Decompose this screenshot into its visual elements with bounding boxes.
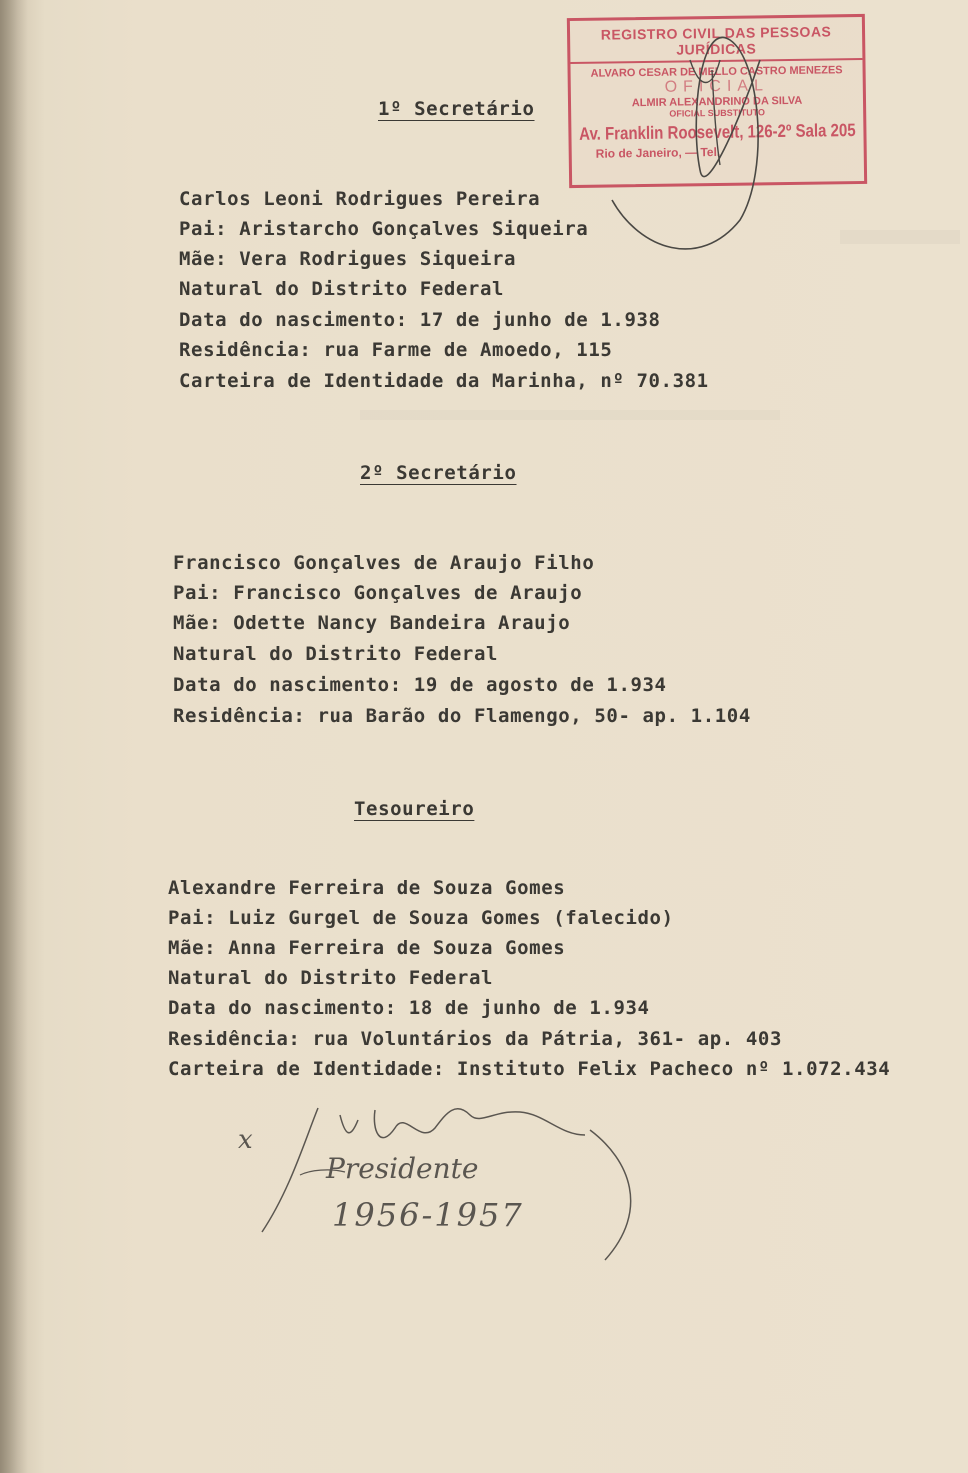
text-line: Natural do Distrito Federal — [179, 278, 505, 300]
signature-years: 1956-1957 — [332, 1196, 524, 1234]
show-through-block — [360, 410, 780, 446]
section-heading-2: 2º Secretário — [360, 462, 517, 484]
text-line: Data do nascimento: 17 de junho de 1.938 — [179, 309, 661, 331]
stamp-officer-role: OFICIAL — [664, 77, 770, 96]
text-line: Mãe: Vera Rodrigues Siqueira — [179, 248, 517, 270]
text-line: Data do nascimento: 18 de junho de 1.934 — [168, 997, 650, 1019]
text-line: Carteira de Identidade da Marinha, nº 70.381 — [179, 370, 709, 392]
section-heading-1: 1º Secretário — [378, 98, 535, 120]
stamp-address: Av. Franklin Roosevelt, 126-2º Sala 205 — [579, 120, 856, 145]
text-line: Residência: rua Voluntários da Pátria, 361- ap. 403 — [168, 1028, 782, 1050]
text-line: Residência: rua Barão do Flamengo, 50- ap. 1.104 — [173, 705, 751, 727]
binding-shadow — [0, 0, 28, 1473]
notary-stamp — [567, 14, 867, 188]
section-heading-3: Tesoureiro — [354, 798, 475, 820]
text-line: Carlos Leoni Rodrigues Pereira — [179, 188, 541, 210]
show-through-block — [840, 230, 960, 324]
stamp-city: Rio de Janeiro, — Tel. — [595, 144, 721, 161]
text-line: Data do nascimento: 19 de agosto de 1.934 — [173, 674, 667, 696]
text-line: Pai: Aristarcho Gonçalves Siqueira — [179, 218, 589, 240]
text-line: Pai: Luiz Gurgel de Souza Gomes (falecido) — [168, 907, 674, 929]
stamp-substitute: ALMIR ALEXANDRINO DA SILVA — [631, 94, 803, 110]
text-line: Mãe: Anna Ferreira de Souza Gomes — [168, 937, 566, 959]
text-line: Francisco Gonçalves de Araujo Filho — [173, 552, 595, 574]
text-line: Mãe: Odette Nancy Bandeira Araujo — [173, 612, 571, 634]
text-line: Natural do Distrito Federal — [168, 967, 494, 989]
text-line: Carteira de Identidade: Instituto Felix Pacheco nº 1.072.434 — [168, 1058, 891, 1080]
signature-role: Presidente — [326, 1152, 479, 1185]
text-line: Alexandre Ferreira de Souza Gomes — [168, 877, 566, 899]
signature-mark: x — [238, 1125, 253, 1155]
text-line: Pai: Francisco Gonçalves de Araujo — [173, 582, 583, 604]
stamp-title: REGISTRO CIVIL DAS PESSOAS JURÍDICAS — [570, 23, 862, 64]
stamp-officer: ALVARO CESAR DE MELLO CASTRO MENEZES — [590, 64, 843, 80]
text-line: Natural do Distrito Federal — [173, 643, 499, 665]
text-line: Residência: rua Farme de Amoedo, 115 — [179, 339, 613, 361]
stamp-substitute-role: OFICIAL SUBSTITUTO — [669, 107, 766, 119]
